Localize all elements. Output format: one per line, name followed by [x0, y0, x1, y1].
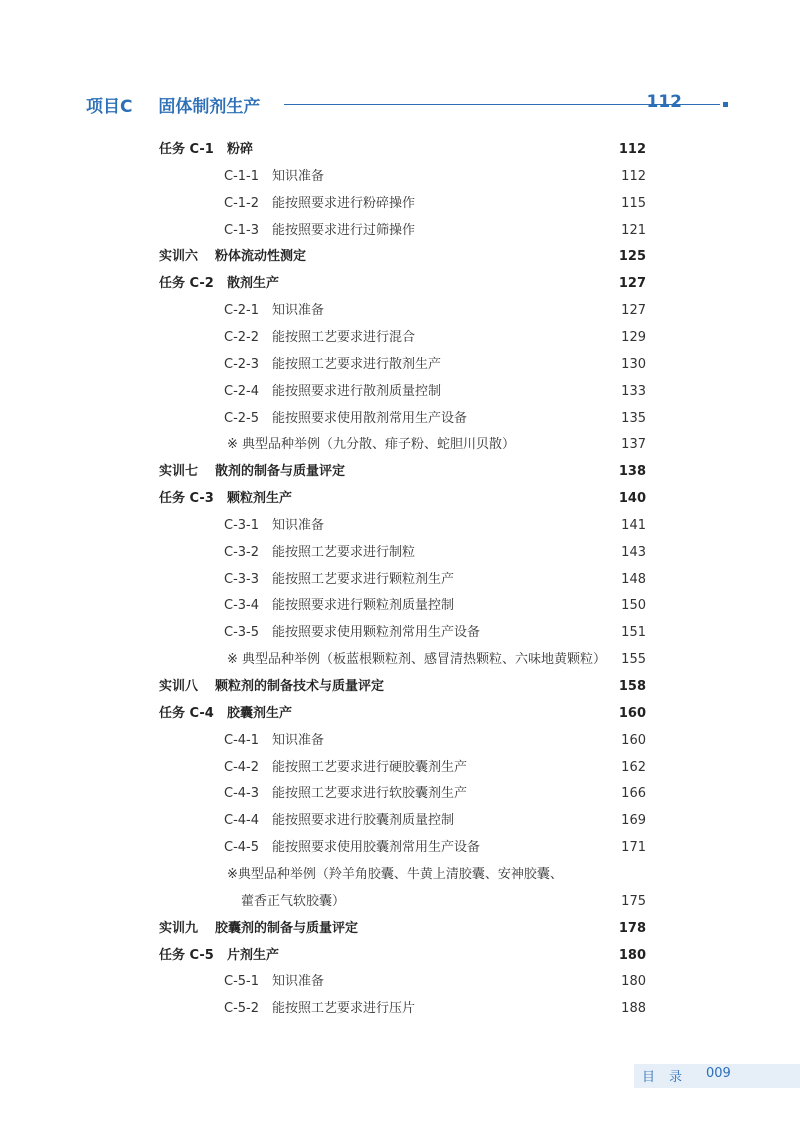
toc-page-number: 112: [621, 168, 646, 184]
toc-label: [159, 271, 279, 297]
toc-title: 能按照工艺要求进行散剂生产: [272, 356, 442, 372]
toc-row[interactable]: [0, 593, 800, 619]
toc-page-number: 121: [621, 222, 646, 238]
toc-number: 任务 C-1: [159, 142, 214, 157]
toc-title: 能按照工艺要求进行混合: [272, 329, 416, 345]
toc-row[interactable]: [0, 916, 800, 942]
toc-label: [224, 325, 415, 351]
toc-page-number: 180: [618, 947, 646, 963]
toc-row[interactable]: [0, 889, 800, 915]
toc-label: [224, 191, 415, 217]
toc-number: C-4-4: [224, 813, 260, 829]
toc-row[interactable]: [0, 137, 800, 163]
toc-title: 颗粒剂生产: [227, 491, 293, 507]
toc-number: 实训九: [159, 920, 199, 936]
toc-number: C-2-5: [224, 410, 260, 426]
toc-page-number: 112: [618, 142, 646, 157]
toc-page-number: 169: [621, 813, 646, 829]
toc-number: C-2-4: [224, 383, 260, 399]
toc-title: 知识准备: [272, 732, 325, 748]
toc-number: C-4-5: [224, 840, 260, 856]
toc-title: 能按照工艺要求进行压片: [272, 1001, 416, 1017]
toc-label: [159, 486, 292, 512]
toc-number: C-2-1: [224, 303, 260, 319]
toc-page-number: 171: [621, 840, 646, 856]
toc-label: [224, 969, 324, 995]
toc-number: 实训八: [159, 679, 199, 694]
toc-page-number: 178: [618, 920, 646, 936]
toc-label: [224, 352, 441, 378]
toc-page-number: 175: [621, 893, 646, 909]
toc-page-number: 150: [621, 598, 646, 614]
toc-title: 知识准备: [272, 974, 325, 990]
toc-row[interactable]: [0, 191, 800, 217]
toc-label: [224, 728, 324, 754]
toc-page-number: 155: [621, 652, 646, 668]
toc-label: [224, 755, 467, 781]
toc-page-number: 138: [618, 464, 646, 480]
toc-label: [159, 701, 292, 727]
toc-row[interactable]: [0, 352, 800, 378]
toc-page-number: 162: [621, 759, 646, 775]
toc-page-number: 115: [621, 195, 646, 211]
toc-number: 任务 C-4: [159, 705, 214, 721]
toc-number: 任务 C-5: [159, 947, 214, 963]
toc-page-number: 151: [621, 625, 646, 641]
toc-title: 能按照要求使用胶囊剂常用生产设备: [272, 840, 481, 856]
toc-label: [159, 916, 358, 942]
toc-row[interactable]: [0, 808, 800, 834]
toc-number: 任务 C-3: [159, 491, 214, 507]
toc-label: [224, 540, 415, 566]
toc-label: [224, 379, 441, 405]
toc-row[interactable]: [0, 406, 800, 432]
toc-number: 实训六: [159, 249, 199, 265]
toc-row[interactable]: [0, 969, 800, 995]
toc-label: [227, 432, 515, 458]
toc-row[interactable]: [0, 540, 800, 566]
toc-title: 能按照要求进行颗粒剂质量控制: [272, 598, 455, 614]
toc-number: C-1-2: [224, 195, 260, 211]
toc-row[interactable]: [0, 701, 800, 727]
toc-number: C-4-2: [224, 759, 260, 775]
toc-row[interactable]: [0, 674, 800, 700]
toc-title: 散剂生产: [227, 276, 280, 292]
toc-number: C-3-3: [224, 571, 260, 587]
toc-label: [159, 459, 345, 485]
toc-page-number: 141: [621, 517, 646, 533]
toc-label: [159, 244, 306, 270]
toc-label: [224, 996, 415, 1022]
toc-title: 知识准备: [272, 168, 325, 184]
toc-row[interactable]: [0, 513, 800, 539]
project-title: [86, 92, 260, 117]
toc-title: 能按照要求进行粉碎操作: [272, 195, 416, 211]
toc-page-number: 135: [621, 410, 646, 426]
toc-page-number: 129: [621, 329, 646, 345]
toc-label: [227, 862, 563, 888]
toc-number: C-3-4: [224, 598, 260, 614]
toc-page-number: 166: [621, 786, 646, 802]
project-name: 固体制剂生产: [158, 97, 261, 117]
toc-page-number: 140: [618, 491, 646, 507]
toc-row[interactable]: [0, 835, 800, 861]
toc-row[interactable]: [0, 862, 800, 888]
toc-page-number: 180: [621, 974, 646, 990]
toc-page-number: 160: [621, 732, 646, 748]
toc-title: 能按照工艺要求进行颗粒剂生产: [272, 571, 455, 587]
toc-page-number: 133: [621, 383, 646, 399]
toc-page-number: 130: [621, 356, 646, 372]
toc-title: 粉体流动性测定: [215, 249, 307, 265]
toc-page-number: 158: [618, 679, 646, 694]
toc-page-number: 137: [621, 437, 646, 453]
toc-number: C-4-1: [224, 732, 260, 748]
toc-row[interactable]: [0, 218, 800, 244]
toc-title: 散剂的制备与质量评定: [215, 464, 346, 480]
toc-row[interactable]: [0, 459, 800, 485]
toc-number: 任务 C-2: [159, 276, 214, 292]
toc-label: [227, 647, 606, 673]
toc-title: 颗粒剂的制备技术与质量评定: [215, 679, 385, 694]
project-label: 项目C: [86, 97, 133, 117]
toc-title: 片剂生产: [227, 947, 280, 963]
toc-row[interactable]: [0, 432, 800, 458]
toc-row[interactable]: [0, 728, 800, 754]
toc-title: 能按照要求使用散剂常用生产设备: [272, 410, 468, 426]
toc-label: [224, 593, 454, 619]
toc-number: C-2-3: [224, 356, 260, 372]
toc-page-number: 148: [621, 571, 646, 587]
toc-label: [224, 513, 324, 539]
toc-title: 能按照要求使用颗粒剂常用生产设备: [272, 625, 481, 641]
toc-row[interactable]: [0, 567, 800, 593]
toc-title: 能按照要求进行胶囊剂质量控制: [272, 813, 455, 829]
toc-label: [159, 674, 384, 700]
toc-row[interactable]: [0, 164, 800, 190]
toc-row[interactable]: [0, 325, 800, 351]
toc-title: 知识准备: [272, 517, 325, 533]
toc-row[interactable]: [0, 943, 800, 969]
toc-row[interactable]: [0, 486, 800, 512]
footer-label: 目录: [642, 1070, 697, 1085]
toc-number: C-3-5: [224, 625, 260, 641]
toc-number: C-2-2: [224, 329, 260, 345]
toc-title: 知识准备: [272, 303, 325, 319]
toc-label: [159, 137, 253, 163]
toc-row[interactable]: [0, 755, 800, 781]
toc-label: [224, 298, 324, 324]
toc-page-number: 188: [621, 1001, 646, 1017]
toc-label: [224, 567, 454, 593]
toc-page-number: 127: [618, 276, 646, 292]
toc-title: 胶囊剂的制备与质量评定: [215, 920, 359, 936]
toc-label: [224, 835, 480, 861]
toc-row[interactable]: [0, 996, 800, 1022]
toc-row[interactable]: [0, 781, 800, 807]
toc-row[interactable]: [0, 271, 800, 297]
toc-number: C-1-3: [224, 222, 260, 238]
toc-title: 粉碎: [227, 142, 254, 157]
toc-label: [224, 406, 467, 432]
toc-number: C-4-3: [224, 786, 260, 802]
toc-label: [224, 164, 324, 190]
toc-page-number: 160: [618, 705, 646, 721]
toc-label: [224, 781, 467, 807]
toc-label: [224, 218, 415, 244]
toc-number: C-5-1: [224, 974, 260, 990]
toc-number: C-3-2: [224, 544, 260, 560]
toc-label: [159, 943, 279, 969]
toc-title: 能按照要求进行散剂质量控制: [272, 383, 442, 399]
toc-label: [241, 889, 345, 915]
toc-row[interactable]: [0, 244, 800, 270]
toc-title: 能按照工艺要求进行硬胶囊剂生产: [272, 759, 468, 775]
toc-page-number: 143: [621, 544, 646, 560]
toc-title: ※ 典型品种举例（板蓝根颗粒剂、感冒清热颗粒、六味地黄颗粒）: [227, 652, 607, 668]
toc-number: C-3-1: [224, 517, 260, 533]
footer-page-number: 009: [706, 1066, 731, 1081]
header-dot: [723, 102, 728, 107]
toc-title: 能按照工艺要求进行制粒: [272, 544, 416, 560]
toc-page-number: 127: [621, 303, 646, 319]
toc-title: 胶囊剂生产: [227, 705, 293, 721]
toc-row[interactable]: [0, 379, 800, 405]
toc-number: C-1-1: [224, 168, 260, 184]
project-page-number: 112: [646, 92, 682, 112]
toc-label: [224, 620, 480, 646]
toc-title: ※典型品种举例（羚羊角胶囊、牛黄上清胶囊、安神胶囊、: [227, 866, 563, 882]
toc-number: 实训七: [159, 464, 199, 480]
toc-label: [224, 808, 454, 834]
toc-title: ※ 典型品种举例（九分散、痱子粉、蛇胆川贝散）: [227, 437, 516, 453]
toc-page-number: 125: [618, 249, 646, 265]
project-header: [86, 92, 686, 118]
toc-row[interactable]: [0, 298, 800, 324]
toc-row[interactable]: [0, 620, 800, 646]
toc-title: 能按照工艺要求进行软胶囊剂生产: [272, 786, 468, 802]
toc-title: 藿香正气软胶囊）: [241, 893, 346, 909]
toc-row[interactable]: [0, 647, 800, 673]
toc-number: C-5-2: [224, 1001, 260, 1017]
toc-title: 能按照要求进行过筛操作: [272, 222, 416, 238]
